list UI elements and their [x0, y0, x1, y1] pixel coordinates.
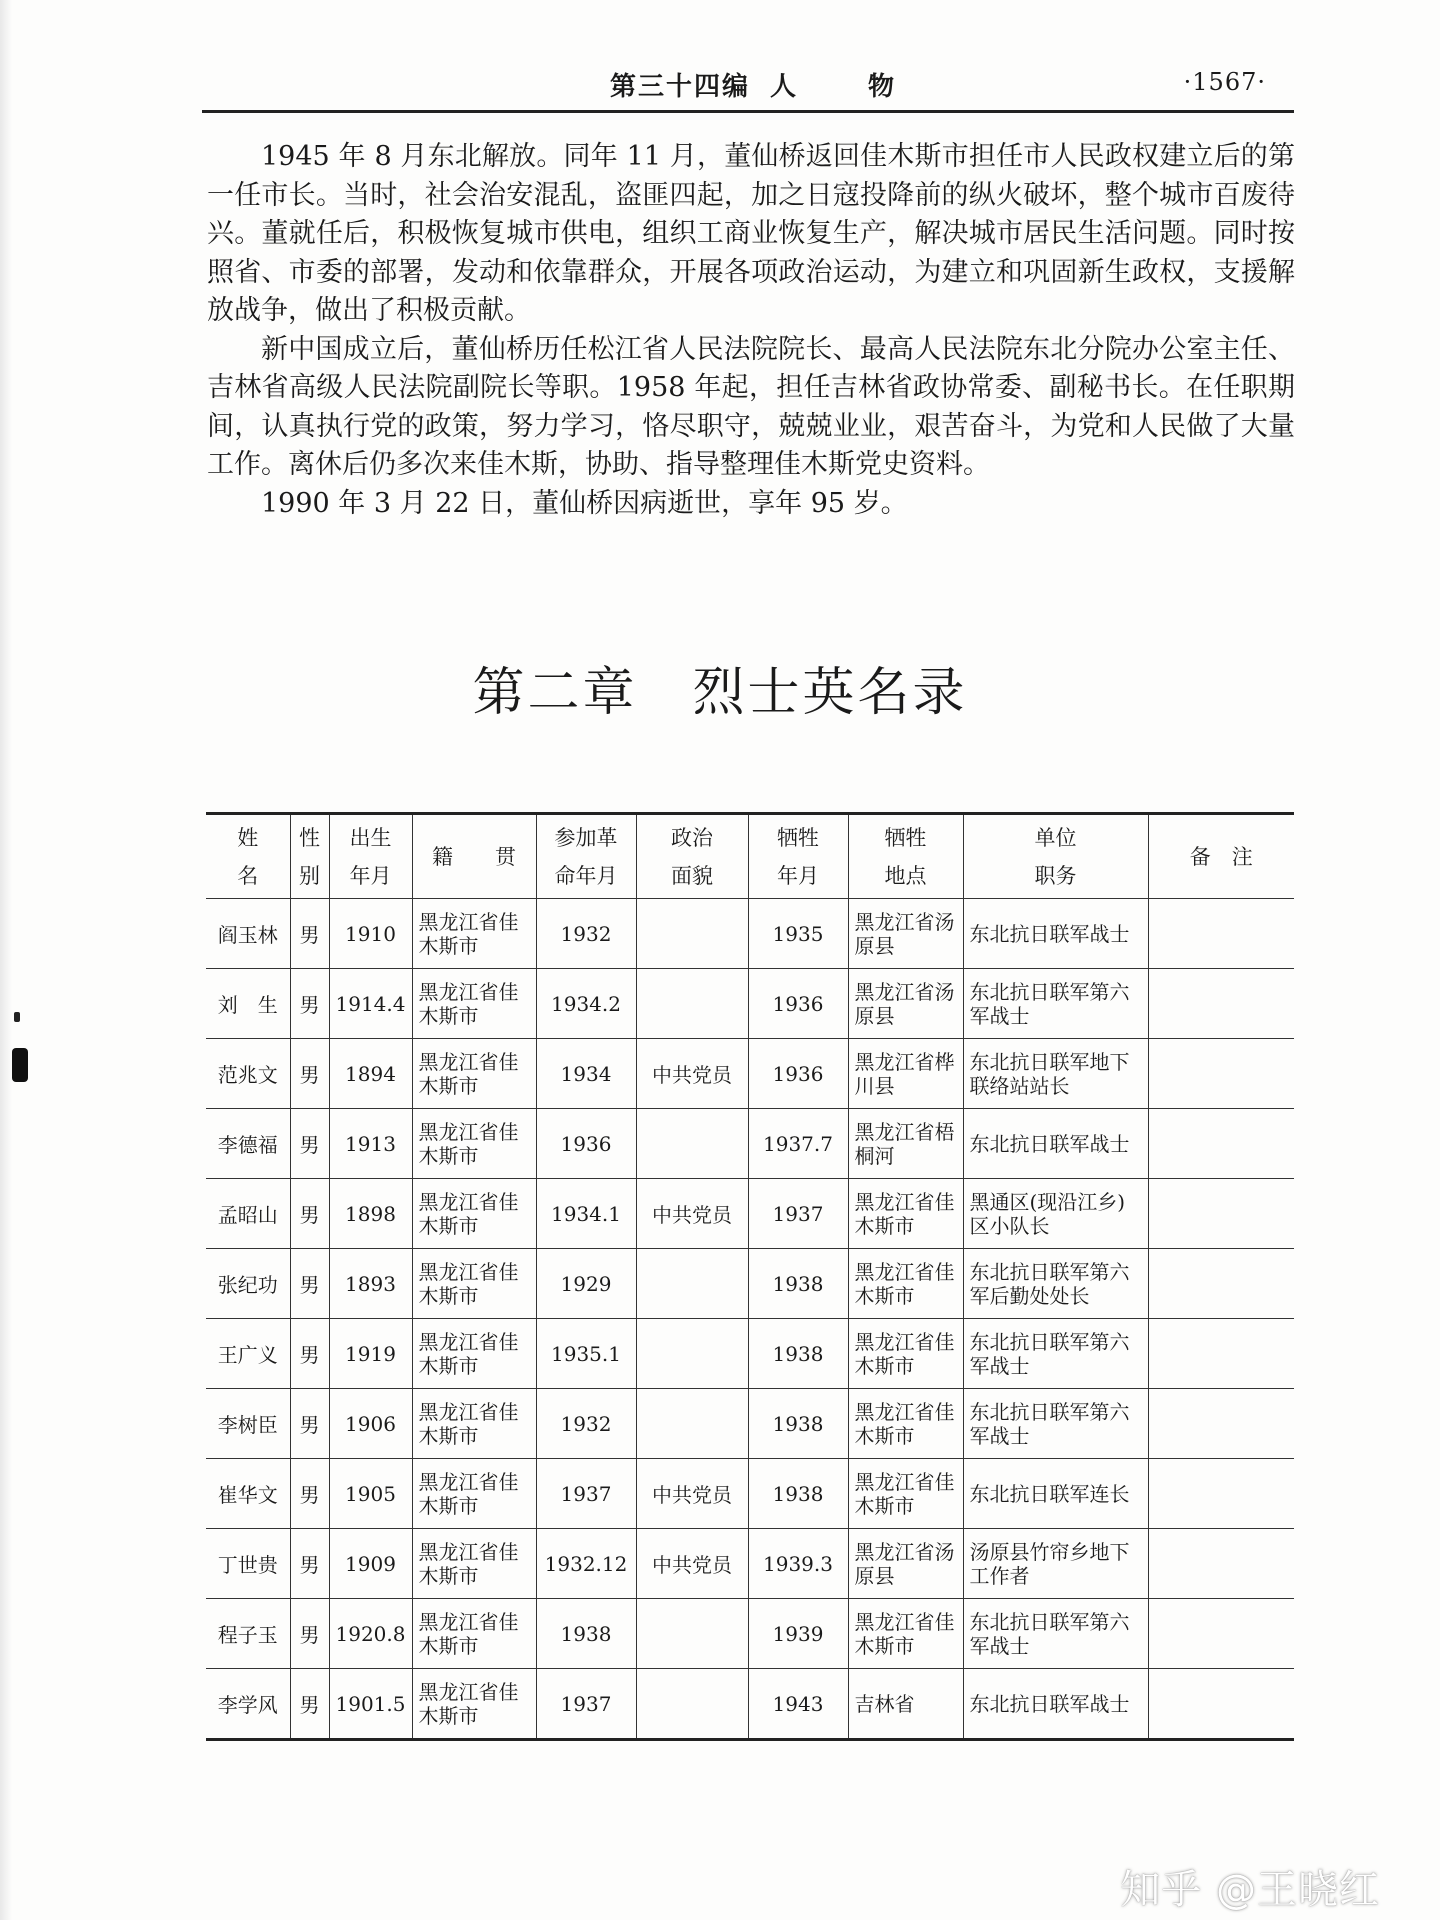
cell-death-place: 黑龙江省佳木斯市: [848, 1459, 963, 1529]
cell-political: [636, 969, 748, 1039]
cell-unit-duty: 黑通区(现沿江乡)区小队长: [963, 1179, 1148, 1249]
cell-death-date: 1936: [748, 1039, 848, 1109]
cell-death-place: 黑龙江省桦川县: [848, 1039, 963, 1109]
cell-birth: 1893: [329, 1249, 412, 1319]
table-row: [206, 1319, 1294, 1389]
header-death-date: [748, 814, 848, 899]
cell-name: 李学风: [206, 1669, 290, 1740]
cell-unit-duty: 东北抗日联军第六军战士: [963, 1389, 1148, 1459]
header-line: 面貌: [671, 863, 713, 888]
cell-political: [636, 1109, 748, 1179]
table-row: [206, 899, 1294, 969]
cell-gender: 男: [290, 1039, 329, 1109]
cell-death-place: 黑龙江省汤原县: [848, 969, 963, 1039]
cell-remarks: [1148, 1669, 1294, 1740]
cell-birth: 1894: [329, 1039, 412, 1109]
header-line: 牺牲: [777, 825, 819, 850]
cell-remarks: [1148, 1599, 1294, 1669]
cell-political: [636, 1669, 748, 1740]
cell-remarks: [1148, 1039, 1294, 1109]
paragraph: 1990 年 3 月 22 日，董仙桥因病逝世，享年 95 岁。: [261, 487, 908, 519]
cell-name: 刘 生: [206, 969, 290, 1039]
martyrs-table-wrap: [206, 812, 1294, 1741]
cell-joined: 1935.1: [536, 1319, 636, 1389]
header-rule: [202, 110, 1294, 113]
table-body: [206, 899, 1294, 1740]
section-title-char-2: 物: [868, 72, 897, 102]
cell-joined: 1932: [536, 1389, 636, 1459]
cell-death-date: 1938: [748, 1249, 848, 1319]
cell-birth: 1901.5: [329, 1669, 412, 1740]
header-line: 职务: [1034, 863, 1077, 888]
header-line: 命年月: [554, 863, 618, 888]
cell-death-place: 黑龙江省汤原县: [848, 899, 963, 969]
cell-joined: 1937: [536, 1669, 636, 1740]
cell-death-place: 黑龙江省佳木斯市: [848, 1249, 963, 1319]
header-line: 参加革: [554, 825, 618, 850]
header-line: 年月: [349, 863, 392, 888]
table-row: [206, 1669, 1294, 1740]
scan-artifact: [12, 1048, 28, 1082]
cell-joined: 1932: [536, 899, 636, 969]
cell-remarks: [1148, 969, 1294, 1039]
header-origin: [412, 814, 536, 899]
cell-birth: 1905: [329, 1459, 412, 1529]
cell-political: [636, 899, 748, 969]
cell-origin: 黑龙江省佳木斯市: [412, 1459, 536, 1529]
cell-gender: 男: [290, 899, 329, 969]
scan-artifact: [14, 1012, 20, 1022]
cell-unit-duty: 东北抗日联军地下联络站站长: [963, 1039, 1148, 1109]
cell-remarks: [1148, 1389, 1294, 1459]
header-line: 牺牲: [884, 825, 927, 850]
cell-remarks: [1148, 899, 1294, 969]
cell-birth: 1920.8: [329, 1599, 412, 1669]
cell-joined: 1936: [536, 1109, 636, 1179]
cell-birth: 1906: [329, 1389, 412, 1459]
table-row: [206, 1529, 1294, 1599]
cell-birth: 1898: [329, 1179, 412, 1249]
header-line: 籍 贯: [432, 844, 516, 869]
header-line: 名: [237, 863, 259, 888]
cell-political: 中共党员: [636, 1039, 748, 1109]
cell-birth: 1914.4: [329, 969, 412, 1039]
cell-political: [636, 1389, 748, 1459]
section-title-char-1: 人: [770, 72, 799, 102]
cell-birth: 1919: [329, 1319, 412, 1389]
paragraph: 新中国成立后，董仙桥历任松江省人民法院院长、最高人民法院东北分院办公室主任、吉林省高级人民法院副院长等职。1958 年起，担任吉林省政协常委、副秘书长。在任职期间，认真执行党的政策，努力学习，恪尽职守，兢兢业业，艰苦奋斗，为党和人民做了大量工作。离休后仍多次来佳木斯，协助、指导整理佳木斯党史资料。: [207, 333, 1295, 480]
table-row: [206, 1109, 1294, 1179]
header-death-place: [848, 814, 963, 899]
cell-death-date: 1938: [748, 1459, 848, 1529]
cell-remarks: [1148, 1319, 1294, 1389]
cell-origin: 黑龙江省佳木斯市: [412, 1389, 536, 1459]
cell-death-place: 吉林省: [848, 1669, 963, 1740]
header-birth: [329, 814, 412, 899]
cell-death-place: 黑龙江省佳木斯市: [848, 1179, 963, 1249]
cell-name: 丁世贵: [206, 1529, 290, 1599]
cell-death-place: 黑龙江省佳木斯市: [848, 1389, 963, 1459]
header-line: 政治: [671, 825, 713, 850]
table-row: [206, 1459, 1294, 1529]
table-header-row: [206, 814, 1294, 899]
section-title: [610, 66, 896, 103]
header-line: 出生: [349, 825, 392, 850]
cell-death-date: 1937: [748, 1179, 848, 1249]
table-row: [206, 1039, 1294, 1109]
cell-gender: 男: [290, 1389, 329, 1459]
cell-political: [636, 1599, 748, 1669]
page-edge: [0, 0, 12, 1920]
cell-joined: 1934.2: [536, 969, 636, 1039]
cell-origin: 黑龙江省佳木斯市: [412, 899, 536, 969]
chapter-title: 第二章 烈士英名录: [472, 663, 968, 723]
cell-death-date: 1936: [748, 969, 848, 1039]
header-unit-duty: [963, 814, 1148, 899]
cell-gender: 男: [290, 1319, 329, 1389]
header-political: [636, 814, 748, 899]
cell-unit-duty: 汤原县竹帘乡地下工作者: [963, 1529, 1148, 1599]
cell-origin: 黑龙江省佳木斯市: [412, 1179, 536, 1249]
cell-name: 李树臣: [206, 1389, 290, 1459]
cell-remarks: [1148, 1529, 1294, 1599]
header-line: 备 注: [1189, 844, 1253, 869]
header-gender: [290, 814, 329, 899]
table-row: [206, 1599, 1294, 1669]
cell-gender: 男: [290, 1599, 329, 1669]
cell-joined: 1934.1: [536, 1179, 636, 1249]
cell-name: 程子玉: [206, 1599, 290, 1669]
header-line: 年月: [777, 863, 819, 888]
page-number: ·1567·: [1183, 68, 1266, 96]
cell-political: [636, 1249, 748, 1319]
cell-death-date: 1939: [748, 1599, 848, 1669]
section-label: 第三十四编: [610, 72, 751, 102]
cell-joined: 1934: [536, 1039, 636, 1109]
table-row: [206, 1249, 1294, 1319]
body-text: [207, 138, 1295, 523]
cell-birth: 1913: [329, 1109, 412, 1179]
header-joined: [536, 814, 636, 899]
cell-unit-duty: 东北抗日联军战士: [963, 899, 1148, 969]
cell-unit-duty: 东北抗日联军第六军战士: [963, 1599, 1148, 1669]
cell-remarks: [1148, 1109, 1294, 1179]
header-line: 地点: [884, 863, 927, 888]
table-row: [206, 1179, 1294, 1249]
cell-political: 中共党员: [636, 1459, 748, 1529]
cell-gender: 男: [290, 1179, 329, 1249]
cell-origin: 黑龙江省佳木斯市: [412, 1319, 536, 1389]
table-row: [206, 1389, 1294, 1459]
cell-unit-duty: 东北抗日联军连长: [963, 1459, 1148, 1529]
cell-death-place: 黑龙江省佳木斯市: [848, 1599, 963, 1669]
cell-unit-duty: 东北抗日联军第六军战士: [963, 969, 1148, 1039]
cell-gender: 男: [290, 1669, 329, 1740]
header-remarks: [1148, 814, 1294, 899]
cell-gender: 男: [290, 1249, 329, 1319]
cell-origin: 黑龙江省佳木斯市: [412, 1039, 536, 1109]
cell-origin: 黑龙江省佳木斯市: [412, 1109, 536, 1179]
cell-death-date: 1943: [748, 1669, 848, 1740]
cell-death-date: 1935: [748, 899, 848, 969]
cell-origin: 黑龙江省佳木斯市: [412, 1599, 536, 1669]
cell-death-place: 黑龙江省佳木斯市: [848, 1319, 963, 1389]
cell-joined: 1929: [536, 1249, 636, 1319]
cell-name: 王广义: [206, 1319, 290, 1389]
cell-name: 张纪功: [206, 1249, 290, 1319]
header-line: 性: [299, 825, 320, 850]
cell-death-date: 1938: [748, 1389, 848, 1459]
header-line: 姓: [237, 825, 259, 850]
cell-origin: 黑龙江省佳木斯市: [412, 969, 536, 1039]
cell-political: 中共党员: [636, 1179, 748, 1249]
cell-joined: 1937: [536, 1459, 636, 1529]
cell-political: [636, 1319, 748, 1389]
watermark: 知乎 @王晓红: [1120, 1867, 1380, 1913]
cell-remarks: [1148, 1249, 1294, 1319]
cell-joined: 1938: [536, 1599, 636, 1669]
cell-origin: 黑龙江省佳木斯市: [412, 1669, 536, 1740]
cell-birth: 1910: [329, 899, 412, 969]
cell-political: 中共党员: [636, 1529, 748, 1599]
cell-death-date: 1939.3: [748, 1529, 848, 1599]
header-line: 单位: [1034, 825, 1077, 850]
table-row: [206, 969, 1294, 1039]
cell-remarks: [1148, 1179, 1294, 1249]
cell-gender: 男: [290, 1459, 329, 1529]
cell-death-date: 1938: [748, 1319, 848, 1389]
cell-origin: 黑龙江省佳木斯市: [412, 1249, 536, 1319]
cell-joined: 1932.12: [536, 1529, 636, 1599]
cell-name: 李德福: [206, 1109, 290, 1179]
cell-origin: 黑龙江省佳木斯市: [412, 1529, 536, 1599]
header-line: 别: [299, 863, 320, 888]
cell-name: 范兆文: [206, 1039, 290, 1109]
cell-unit-duty: 东北抗日联军第六军战士: [963, 1319, 1148, 1389]
cell-name: 孟昭山: [206, 1179, 290, 1249]
cell-gender: 男: [290, 1529, 329, 1599]
cell-unit-duty: 东北抗日联军第六军后勤处处长: [963, 1249, 1148, 1319]
header-name: [206, 814, 290, 899]
cell-unit-duty: 东北抗日联军战士: [963, 1669, 1148, 1740]
running-header: [202, 62, 1296, 106]
cell-name: 崔华文: [206, 1459, 290, 1529]
cell-gender: 男: [290, 1109, 329, 1179]
cell-name: 阎玉林: [206, 899, 290, 969]
cell-gender: 男: [290, 969, 329, 1039]
cell-unit-duty: 东北抗日联军战士: [963, 1109, 1148, 1179]
cell-death-place: 黑龙江省汤原县: [848, 1529, 963, 1599]
cell-death-place: 黑龙江省梧桐河: [848, 1109, 963, 1179]
cell-remarks: [1148, 1459, 1294, 1529]
cell-death-date: 1937.7: [748, 1109, 848, 1179]
martyrs-table: [206, 812, 1294, 1741]
paragraph: 1945 年 8 月东北解放。同年 11 月，董仙桥返回佳木斯市担任市人民政权建立后的第一任市长。当时，社会治安混乱，盗匪四起，加之日寇投降前的纵火破坏，整个城市百废待兴。董就任后，积极恢复城市供电，组织工商业恢复生产，解决城市居民生活问题。同时按照省、市委的部署，发动和依靠群众，开展各项政治运动，为建立和巩固新生政权，支援解放战争，做出了积极贡献。: [207, 141, 1295, 326]
cell-birth: 1909: [329, 1529, 412, 1599]
